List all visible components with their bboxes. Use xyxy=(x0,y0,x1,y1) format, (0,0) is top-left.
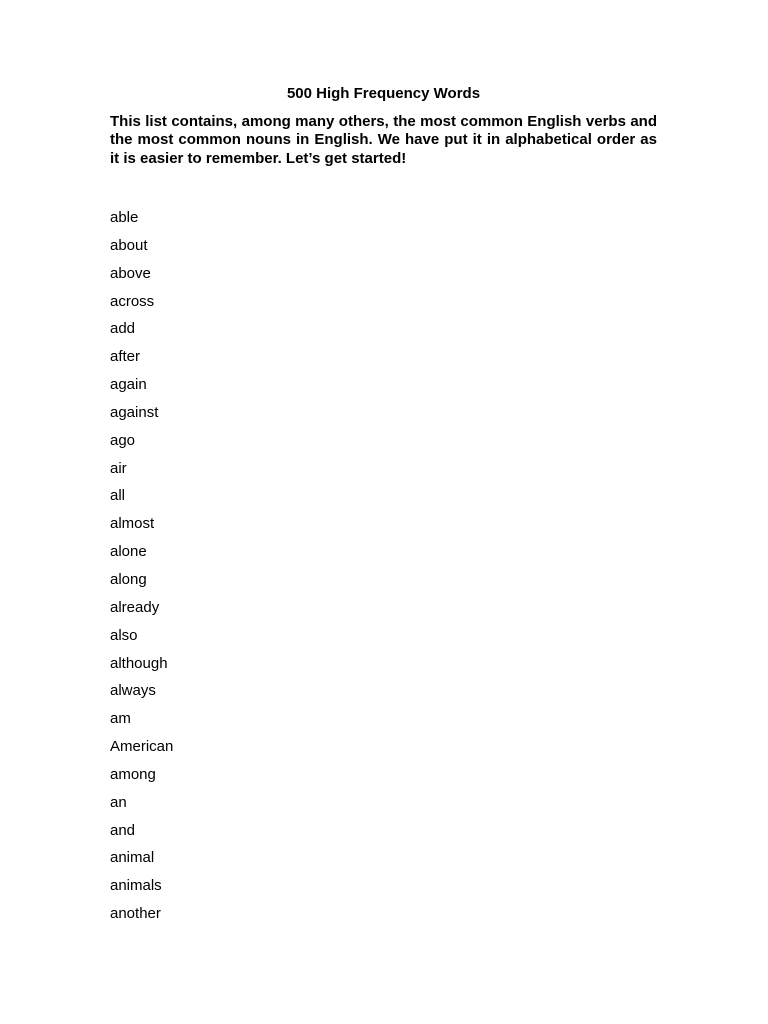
document-title: 500 High Frequency Words xyxy=(286,85,481,102)
word-list-item: animal xyxy=(110,849,155,867)
word-list-item: among xyxy=(110,765,156,783)
word-list-item: add xyxy=(110,320,136,338)
word-list-item: am xyxy=(110,710,131,728)
word-list-item: and xyxy=(110,821,136,839)
word-list-item: about xyxy=(110,236,148,254)
word-list-item: ago xyxy=(110,431,136,449)
word-list-item: another xyxy=(110,905,161,923)
word-list-item: all xyxy=(110,487,126,505)
word-list-item: almost xyxy=(110,515,155,533)
word-list-item: against xyxy=(110,403,159,421)
word-list-item: American xyxy=(110,738,174,756)
word-list-item: after xyxy=(110,348,141,366)
word-list-item: above xyxy=(110,264,151,282)
word-list-item: although xyxy=(110,654,168,672)
word-list xyxy=(110,204,173,928)
word-list-item: along xyxy=(110,570,147,588)
word-list-item: air xyxy=(110,459,127,477)
word-list-item: able xyxy=(110,209,139,226)
word-list-item: an xyxy=(110,793,127,811)
word-list-item: already xyxy=(110,598,160,616)
word-list-item: always xyxy=(110,682,156,700)
word-list-item: alone xyxy=(110,543,147,561)
word-list-item: animals xyxy=(110,877,162,895)
word-list-item: across xyxy=(110,292,155,310)
word-list-item: again xyxy=(110,376,147,394)
intro-paragraph: This list contains, among many others, the most common English verbs and the most common nouns in English. We have put it in alphabetical order as it is easier to remember. Let’s get started! xyxy=(110,113,657,167)
word-list-item: also xyxy=(110,626,138,644)
